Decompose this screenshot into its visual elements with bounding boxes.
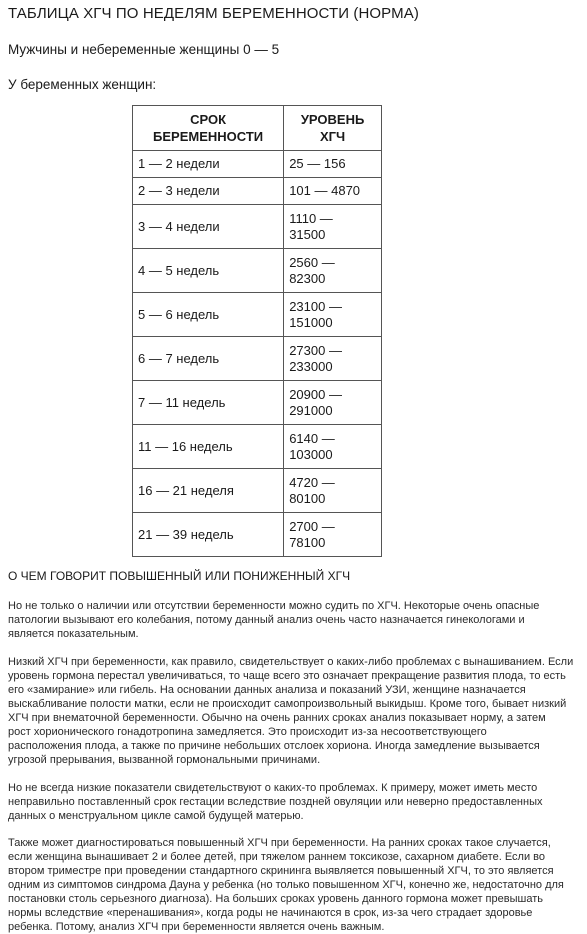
page-title: ТАБЛИЦА ХГЧ ПО НЕДЕЛЯМ БЕРЕМЕННОСТИ (НОРМА): [8, 5, 419, 22]
term-cell: 2 — 3 недели: [133, 178, 284, 205]
level-value-line1: 1110 —: [289, 210, 333, 226]
table-row: [133, 293, 382, 337]
hcg-norms-table: [132, 105, 382, 557]
paragraph-4: [8, 836, 583, 934]
level-value-line1: 2560 —: [289, 254, 335, 270]
level-value-line2: 31500: [289, 226, 326, 242]
level-value-line2: 80100: [289, 490, 326, 506]
level-cell: [284, 381, 382, 425]
term-cell: 6 — 7 недель: [133, 337, 284, 381]
header-term: [133, 106, 284, 151]
level-value-line2: 78100: [289, 534, 326, 550]
term-cell: 3 — 4 недели: [133, 205, 284, 249]
level-value-line2: 291000: [289, 402, 333, 418]
table-row: [133, 381, 382, 425]
level-value-line2: 151000: [289, 314, 333, 330]
paragraph-line: Но не всегда низкие показатели свидетельствуют о каких-то проблемах. К примеру, может иметь место: [8, 782, 538, 794]
table-row: [133, 205, 382, 249]
paragraph-line: если женщина вынашивает 2 и более детей, при тяжелом раннем токсикозе, сахарном диабете. Если во: [8, 851, 545, 863]
pregnant-label: У беременных женщин:: [8, 77, 157, 92]
paragraph-3: [8, 781, 583, 823]
paragraph-1: [8, 599, 583, 641]
level-value-line1: 101 — 4870: [289, 183, 361, 198]
level-cell: [284, 151, 382, 178]
men-norm-line: Мужчины и небеременные женщины 0 — 5: [8, 42, 280, 57]
level-cell: [284, 513, 382, 557]
table-row: [133, 249, 382, 293]
level-value-line1: 4720 —: [289, 474, 335, 490]
paragraph-line: нормы вследствие «перенашивания», когда роды не начинаются в срок, из-за чего страдает здоровье: [8, 907, 533, 919]
level-value-line1: 20900 —: [289, 386, 342, 402]
table-row: [133, 425, 382, 469]
header-term-line1: СРОК: [190, 112, 227, 127]
level-value-line2: 82300: [289, 270, 326, 286]
term-cell: 21 — 39 недель: [133, 513, 284, 557]
term-cell: 11 — 16 недель: [133, 425, 284, 469]
term-cell: 7 — 11 недель: [133, 381, 284, 425]
paragraph-line: является показательным.: [8, 628, 139, 640]
level-value-line2: 103000: [289, 446, 333, 462]
term-cell: 16 — 21 неделя: [133, 469, 284, 513]
level-value-line1: 23100 —: [289, 298, 342, 314]
level-cell: [284, 178, 382, 205]
level-cell: [284, 425, 382, 469]
header-level-line1: УРОВЕНЬ: [300, 112, 365, 127]
level-cell: [284, 293, 382, 337]
level-value-line1: 6140 —: [289, 430, 335, 446]
paragraph-line: втором триместре при проведении стандартного скрининга выявляется повышенный ХГЧ, то это является: [8, 865, 554, 877]
paragraph-line: одним из симптомов синдрома Дауна у ребенка (но только повышенном ХГЧ, конечно же, недостаточно для: [8, 879, 564, 891]
level-cell: [284, 337, 382, 381]
level-value-line1: 27300 —: [289, 342, 342, 358]
paragraph-line: Низкий ХГЧ при беременности, как правило, свидетельствует о каких-либо проблемах с вынашиванием. Если: [8, 656, 574, 668]
table-row: [133, 513, 382, 557]
paragraph-2: [8, 655, 583, 767]
paragraph-line: ребенка. Потому, анализ ХГЧ при беременности является очень важным.: [8, 921, 385, 933]
paragraph-line: уровень гормона перестал увеличиваться, то чаще всего это означает прекращение развития плода, то есть: [8, 670, 566, 682]
paragraph-line: выскабливание полости матки, если не происходит самопроизвольный выкидыш. Кроме того, бывает низкий: [8, 698, 567, 710]
paragraph-line: ХГЧ при внематочной беременности. Обычно на очень ранних сроках анализ показывает норму, а затем: [8, 712, 546, 724]
paragraph-line: патологии вызывают его колебания, потому данный анализ очень часто назначается гинекологами и: [8, 614, 525, 626]
paragraph-line: угрозой прерывания, вызванной гормональными причинами.: [8, 754, 321, 766]
table-row: [133, 178, 382, 205]
header-term-line2: БЕРЕМЕННОСТИ: [153, 129, 264, 144]
paragraph-line: неправильно поставленный срок гестации вследствие поздней овуляции или неверно предоставленных: [8, 796, 543, 808]
term-cell: 5 — 6 недель: [133, 293, 284, 337]
level-cell: [284, 205, 382, 249]
table-row: [133, 337, 382, 381]
table-row: [133, 469, 382, 513]
paragraph-line: Также может диагностироваться повышенный ХГЧ при беременности. На ранних сроках такое случается,: [8, 837, 551, 849]
table-row: [133, 151, 382, 178]
header-level-line2: ХГЧ: [320, 129, 346, 144]
term-cell: 4 — 5 недель: [133, 249, 284, 293]
paragraph-line: постановки столь серьезного диагноза). На больших сроках уровень данного гормона может превышать: [8, 893, 543, 905]
table-header-row: [133, 106, 382, 151]
level-value-line2: 233000: [289, 358, 333, 374]
level-value-line1: 25 — 156: [289, 156, 346, 171]
level-value-line1: 2700 —: [289, 518, 335, 534]
paragraph-line: Но не только о наличии или отсутствии беременности можно судить по ХГЧ. Некоторые очень опасные: [8, 600, 540, 612]
paragraph-line: рост хорионического гонадотропина замедляется. Это происходит из-за несоответствующего: [8, 726, 487, 738]
table-body: [133, 151, 382, 557]
header-level: [284, 106, 382, 151]
level-cell: [284, 469, 382, 513]
paragraph-line: данных о менструальном цикле самой будущей матерью.: [8, 810, 304, 822]
level-cell: [284, 249, 382, 293]
paragraph-line: его «замирание» или гибель. На основании данных анализа и показаний УЗИ, женщине назначается: [8, 684, 526, 696]
section-heading: О ЧЕМ ГОВОРИТ ПОВЫШЕННЫЙ ИЛИ ПОНИЖЕННЫЙ ХГЧ: [8, 569, 351, 583]
term-cell: 1 — 2 недели: [133, 151, 284, 178]
paragraph-line: расположения плода, а также по причине небольших отслоек хориона. Иногда замедление вызывается: [8, 740, 540, 752]
